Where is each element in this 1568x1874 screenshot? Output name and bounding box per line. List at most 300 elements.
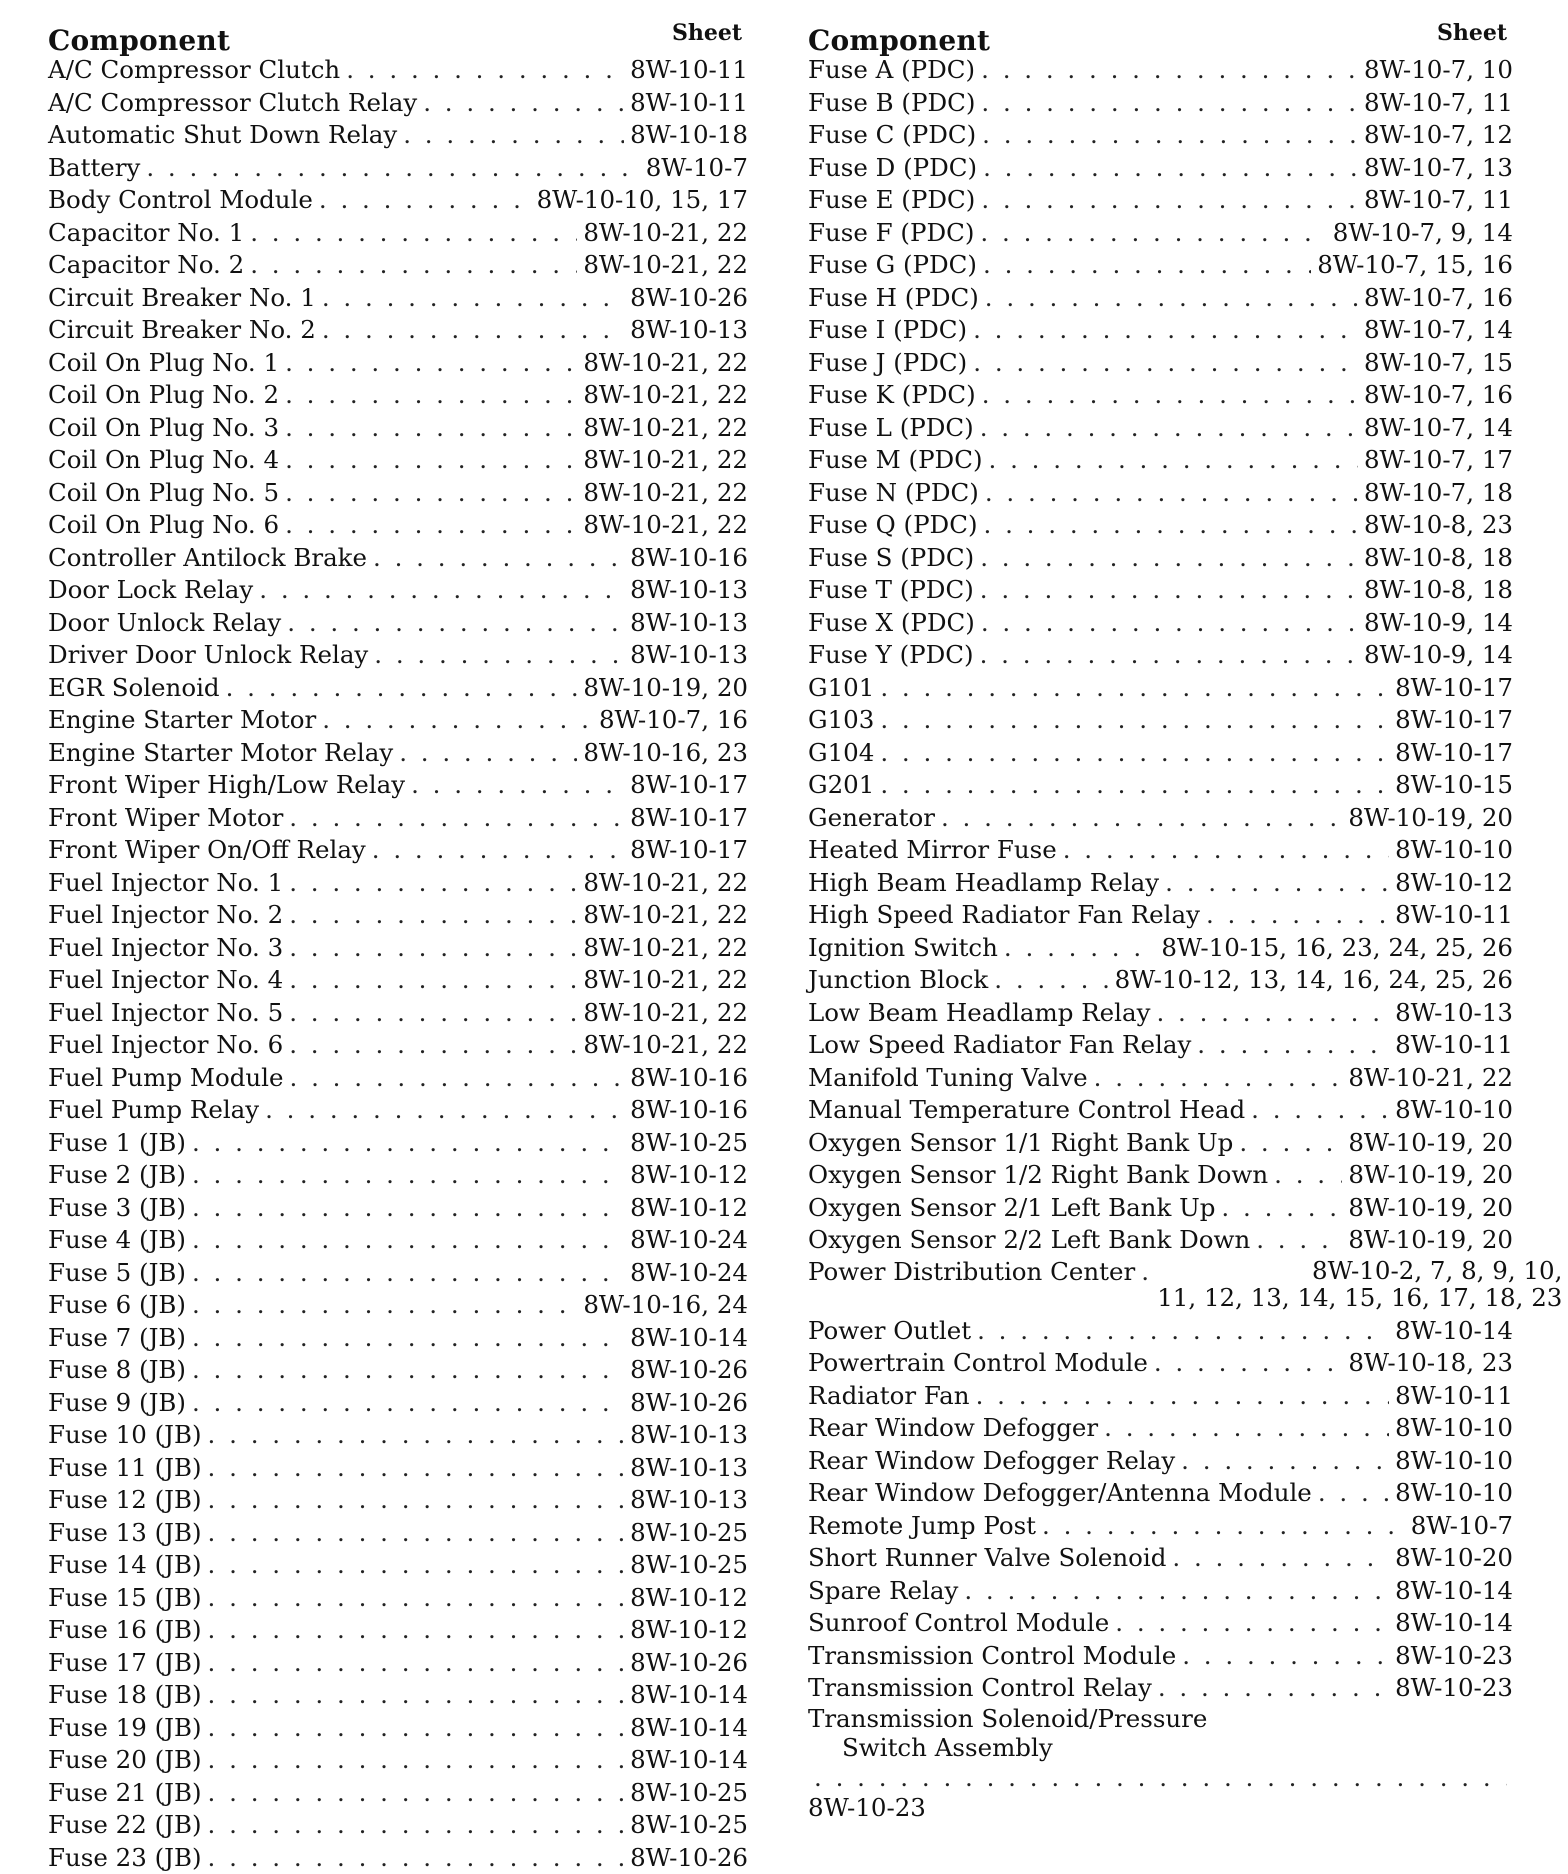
sheet-reference: 8W-10-23 (1395, 1640, 1513, 1673)
sheet-heading: Sheet (1437, 20, 1507, 46)
sheet-reference: 8W-10-21, 22 (583, 867, 748, 900)
sheet-reference: 8W-10-13 (1395, 997, 1513, 1030)
component-entry (48, 1192, 748, 1225)
dot-leader (989, 444, 1358, 477)
sheet-reference: 8W-10-9, 14 (1364, 607, 1513, 640)
component-entry (48, 444, 748, 477)
component-name: Transmission Control Module (808, 1640, 1176, 1673)
sheet-reference: 8W-10-25 (630, 1549, 748, 1582)
sheet-reference: 8W-10-7 (646, 152, 748, 185)
component-entry (808, 639, 1513, 672)
component-name: Fuel Injector No. 2 (48, 899, 283, 932)
component-name: Front Wiper Motor (48, 802, 283, 835)
component-name: Fuse 12 (JB) (48, 1484, 202, 1517)
component-name: Coil On Plug No. 5 (48, 477, 279, 510)
sheet-reference: 8W-10-20 (1395, 1542, 1513, 1575)
component-name: Fuse S (PDC) (808, 542, 974, 575)
dot-leader (982, 379, 1358, 412)
component-entry (48, 737, 748, 770)
component-name: Fuel Pump Module (48, 1062, 284, 1095)
component-entry (48, 997, 748, 1030)
dot-leader (322, 314, 624, 347)
component-entry (808, 834, 1513, 867)
dot-leader (403, 119, 624, 152)
dot-leader (289, 964, 577, 997)
component-entry (808, 899, 1513, 932)
dot-leader (1318, 1477, 1389, 1510)
sheet-reference: 8W-10-21, 22 (583, 347, 748, 380)
dot-leader (290, 1062, 625, 1095)
component-name: Oxygen Sensor 2/2 Left Bank Down (808, 1224, 1250, 1257)
component-entry (808, 509, 1513, 542)
component-entry (808, 152, 1513, 185)
sheet-reference: 8W-10-26 (630, 1387, 748, 1420)
sheet-reference: 8W-10-13 (630, 1419, 748, 1452)
component-entry (808, 412, 1513, 445)
component-name: Fuse E (PDC) (808, 184, 975, 217)
right-column (808, 18, 1513, 1763)
component-entry (48, 1744, 748, 1777)
component-name: Fuse 7 (JB) (48, 1322, 186, 1355)
dot-leader (814, 1763, 1507, 1793)
component-name: Fuse 6 (JB) (48, 1289, 186, 1322)
sheet-reference: 8W-10-18, 23 (1348, 1347, 1513, 1380)
component-entry (808, 1640, 1513, 1673)
component-name: Transmission Solenoid/Pressure (808, 1705, 1513, 1733)
dot-leader (1172, 1542, 1389, 1575)
sheet-reference: 8W-10-26 (630, 282, 748, 315)
dot-leader (976, 1380, 1390, 1413)
component-entry (808, 964, 1513, 997)
dot-leader (285, 379, 577, 412)
dot-leader (372, 834, 624, 867)
dot-leader (322, 704, 593, 737)
component-entry (808, 1062, 1513, 1095)
component-name: Powertrain Control Module (808, 1347, 1148, 1380)
dot-leader (289, 932, 577, 965)
dot-leader (285, 509, 577, 542)
sheet-reference: 8W-10-12, 13, 14, 16, 24, 25, 26 (1115, 964, 1513, 997)
component-entry (48, 1127, 748, 1160)
sheet-reference: 8W-10-7, 11 (1364, 87, 1513, 120)
sheet-reference: 8W-10-17 (630, 769, 748, 802)
sheet-reference: 8W-10-21, 22 (583, 444, 748, 477)
sheet-reference: 8W-10-17 (1395, 704, 1513, 737)
dot-leader (980, 217, 1326, 250)
component-entry (48, 1159, 748, 1192)
sheet-reference: 8W-10-25 (630, 1777, 748, 1810)
dot-leader (1154, 1347, 1343, 1380)
component-entry (808, 87, 1513, 120)
component-name: Fuse 21 (JB) (48, 1777, 202, 1810)
dot-leader (1181, 1445, 1389, 1478)
component-name: Fuse 3 (JB) (48, 1192, 186, 1225)
component-entry (808, 802, 1513, 835)
dot-leader (980, 542, 1358, 575)
component-name: Fuel Injector No. 5 (48, 997, 283, 1030)
sheet-reference: 8W-10-24 (630, 1224, 748, 1257)
component-name: Fuse 8 (JB) (48, 1354, 186, 1387)
sheet-reference: 8W-10-12 (630, 1582, 748, 1615)
sheet-reference: 8W-10-8, 23 (1364, 509, 1513, 542)
dot-leader (192, 1159, 624, 1192)
component-name: Short Runner Valve Solenoid (808, 1542, 1166, 1575)
component-entry (48, 1419, 748, 1452)
component-name: Coil On Plug No. 3 (48, 412, 279, 445)
component-entry (808, 314, 1513, 347)
dot-leader (208, 1517, 625, 1550)
left-column-header (48, 20, 748, 54)
component-entry (48, 1257, 748, 1290)
dot-leader (250, 217, 577, 250)
component-name: Oxygen Sensor 2/1 Left Bank Up (808, 1192, 1215, 1225)
dot-leader (208, 1712, 625, 1745)
dot-leader (1104, 1412, 1389, 1445)
component-name: Sunroof Control Module (808, 1607, 1109, 1640)
component-entry (808, 1705, 1513, 1763)
sheet-reference: 8W-10-21, 22 (583, 932, 748, 965)
component-name: Body Control Module (48, 184, 313, 217)
component-name: Remote Jump Post (808, 1510, 1036, 1543)
component-entry (808, 1224, 1513, 1257)
component-name: Fuse T (PDC) (808, 574, 974, 607)
dot-leader (880, 769, 1389, 802)
sheet-reference: 8W-10-7, 11 (1364, 184, 1513, 217)
component-entry (808, 1672, 1513, 1705)
dot-leader (1197, 1029, 1389, 1062)
dot-leader (973, 347, 1358, 380)
component-entry (48, 249, 748, 282)
sheet-reference: 8W-10-7, 14 (1364, 412, 1513, 445)
component-name: Controller Antilock Brake (48, 542, 367, 575)
component-entry (808, 444, 1513, 477)
component-name: Circuit Breaker No. 2 (48, 314, 316, 347)
component-entry (808, 1607, 1513, 1640)
component-name: Fuse 16 (JB) (48, 1614, 202, 1647)
component-name: Radiator Fan (808, 1380, 970, 1413)
sheet-reference: 8W-10-10, 15, 17 (537, 184, 748, 217)
component-name: G101 (808, 672, 874, 705)
dot-leader (192, 1224, 624, 1257)
dot-leader (980, 574, 1358, 607)
component-name: Fuse A (PDC) (808, 54, 975, 87)
sheet-reference: 8W-10-24 (630, 1257, 748, 1290)
sheet-reference: 8W-10-19, 20 (1348, 1192, 1513, 1225)
sheet-reference: 8W-10-11 (630, 87, 748, 120)
dot-leader (983, 249, 1311, 282)
sheet-reference: 8W-10-11 (1395, 1029, 1513, 1062)
component-name: Fuse 10 (JB) (48, 1419, 202, 1452)
component-entry (808, 477, 1513, 510)
dot-leader (423, 87, 624, 120)
dot-leader (399, 737, 577, 770)
sheet-reference: 8W-10-23 (1395, 1672, 1513, 1705)
sheet-reference: 8W-10-21, 22 (583, 477, 748, 510)
component-name: Fuse L (PDC) (808, 412, 974, 445)
component-name: Fuse 19 (JB) (48, 1712, 202, 1745)
dot-leader (287, 607, 624, 640)
component-name: Transmission Control Relay (808, 1672, 1152, 1705)
component-entry (48, 1452, 748, 1485)
dot-leader (192, 1387, 624, 1420)
dot-leader (973, 314, 1358, 347)
sheet-reference: 8W-10-17 (1395, 672, 1513, 705)
dot-leader (941, 802, 1342, 835)
component-entry (808, 1542, 1513, 1575)
component-name: Junction Block (808, 964, 988, 997)
dot-leader (1239, 1127, 1342, 1160)
dot-leader (208, 1419, 625, 1452)
dot-leader (994, 964, 1108, 997)
sheet-reference: 8W-10-26 (630, 1842, 748, 1874)
component-name: Fuse 23 (JB) (48, 1842, 202, 1874)
component-entry (48, 87, 748, 120)
component-entry (48, 899, 748, 932)
component-entry (48, 1029, 748, 1062)
dot-leader (259, 574, 624, 607)
component-entry (48, 152, 748, 185)
component-entry (48, 1354, 748, 1387)
component-entry (48, 1679, 748, 1712)
sheet-reference: 8W-10-25 (630, 1809, 748, 1842)
component-name: Fuse M (PDC) (808, 444, 983, 477)
component-entry (48, 314, 748, 347)
component-entry (48, 54, 748, 87)
sheet-reference: 8W-10-14 (630, 1744, 748, 1777)
component-name: Fuse 13 (JB) (48, 1517, 202, 1550)
sheet-reference: 8W-10-21, 22 (583, 217, 748, 250)
component-entry (48, 379, 748, 412)
component-name: A/C Compressor Clutch (48, 54, 340, 87)
component-entry (48, 1484, 748, 1517)
dot-leader (192, 1127, 624, 1160)
sheet-reference: 8W-10-23 (808, 1793, 926, 1823)
dot-leader (1165, 867, 1389, 900)
component-name: Fuse F (PDC) (808, 217, 974, 250)
dot-leader (289, 997, 577, 1030)
component-entry (48, 1614, 748, 1647)
dot-leader (373, 542, 624, 575)
dot-leader (981, 184, 1358, 217)
sheet-reference: 8W-10-13 (630, 639, 748, 672)
sheet-reference: 8W-10-18 (630, 119, 748, 152)
dot-leader (1063, 834, 1389, 867)
component-name: Circuit Breaker No. 1 (48, 282, 316, 315)
component-entry (48, 1387, 748, 1420)
sheet-reference: 8W-10-10 (1395, 1412, 1513, 1445)
dot-leader (208, 1452, 625, 1485)
component-name: G104 (808, 737, 874, 770)
dot-leader (981, 87, 1358, 120)
dot-leader (208, 1614, 625, 1647)
sheet-reference: 8W-10-10 (1395, 834, 1513, 867)
component-name: Fuse Y (PDC) (808, 639, 974, 672)
component-entry (808, 1575, 1513, 1608)
component-name: Fuse I (PDC) (808, 314, 967, 347)
dot-leader (208, 1582, 625, 1615)
sheet-reference: 8W-10-16, 24 (583, 1289, 748, 1322)
sheet-reference: 8W-10-21, 22 (583, 412, 748, 445)
component-name: Fuse 15 (JB) (48, 1582, 202, 1615)
sheet-reference: 8W-10-12 (630, 1192, 748, 1225)
dot-leader (880, 704, 1389, 737)
sheet-reference: 8W-10-21, 22 (583, 249, 748, 282)
component-name: Fuse 5 (JB) (48, 1257, 186, 1290)
component-name: Manual Temperature Control Head (808, 1094, 1245, 1127)
dot-leader (226, 672, 578, 705)
component-heading: Component (48, 24, 230, 57)
sheet-reference: 8W-10-21, 22 (583, 509, 748, 542)
dot-leader (322, 282, 624, 315)
dot-leader (374, 639, 624, 672)
sheet-reference: 8W-10-16, 23 (583, 737, 748, 770)
dot-leader (208, 1809, 625, 1842)
component-entry (48, 1517, 748, 1550)
dot-leader (208, 1484, 625, 1517)
sheet-reference: 8W-10-17 (630, 802, 748, 835)
dot-leader (1182, 1640, 1389, 1673)
component-entry (808, 997, 1513, 1030)
sheet-reference: 8W-10-19, 20 (583, 672, 748, 705)
component-name: Heated Mirror Fuse (808, 834, 1057, 867)
component-entry (808, 184, 1513, 217)
component-entry (808, 1347, 1513, 1380)
dot-leader (192, 1257, 624, 1290)
sheet-reference: 8W-10-14 (630, 1322, 748, 1355)
component-name: Manifold Tuning Valve (808, 1062, 1088, 1095)
dot-leader (192, 1322, 624, 1355)
component-name: Driver Door Unlock Relay (48, 639, 368, 672)
sheet-reference: 8W-10-21, 22 (583, 997, 748, 1030)
component-entry (48, 217, 748, 250)
component-name: Rear Window Defogger (808, 1412, 1098, 1445)
left-component-list (48, 54, 748, 1874)
sheet-reference: 8W-10-14 (1395, 1607, 1513, 1640)
sheet-reference: 8W-10-13 (630, 1484, 748, 1517)
component-entry (48, 347, 748, 380)
component-name: Low Speed Radiator Fan Relay (808, 1029, 1191, 1062)
dot-leader (208, 1549, 625, 1582)
component-name: Fuse 4 (JB) (48, 1224, 186, 1257)
component-entry (808, 347, 1513, 380)
sheet-reference (1157, 1257, 1562, 1311)
component-name: Fuel Pump Relay (48, 1094, 259, 1127)
component-name: Fuse D (PDC) (808, 152, 977, 185)
dot-leader (980, 412, 1358, 445)
sheet-reference: 8W-10-10 (1395, 1445, 1513, 1478)
dot-leader (1004, 932, 1155, 965)
dot-leader (285, 412, 577, 445)
component-name: Fuse B (PDC) (808, 87, 975, 120)
dot-leader (208, 1744, 625, 1777)
dot-leader (319, 184, 531, 217)
sheet-reference: 8W-10-14 (630, 1679, 748, 1712)
component-name: Coil On Plug No. 4 (48, 444, 279, 477)
dot-leader (346, 54, 624, 87)
dot-leader (1094, 1062, 1343, 1095)
dot-leader (411, 769, 624, 802)
sheet-reference: 8W-10-21, 22 (583, 1029, 748, 1062)
dot-leader (289, 1029, 577, 1062)
sheet-reference: 8W-10-7, 16 (599, 704, 748, 737)
component-entry (48, 574, 748, 607)
sheet-reference: 8W-10-13 (630, 1452, 748, 1485)
dot-leader (208, 1679, 625, 1712)
sheet-reference-line: 11, 12, 13, 14, 15, 16, 17, 18, 23 (1157, 1284, 1562, 1311)
sheet-reference: 8W-10-9, 14 (1364, 639, 1513, 672)
sheet-reference: 8W-10-15, 16, 23, 24, 25, 26 (1161, 932, 1513, 965)
dot-leader (1156, 997, 1389, 1030)
component-name-continued: Switch Assembly (808, 1733, 1053, 1763)
sheet-reference: 8W-10-11 (630, 54, 748, 87)
sheet-reference: 8W-10-17 (1395, 737, 1513, 770)
component-name: Fuel Injector No. 1 (48, 867, 283, 900)
component-name: G201 (808, 769, 874, 802)
dot-leader (1206, 899, 1389, 932)
component-name: Front Wiper High/Low Relay (48, 769, 405, 802)
component-name: Fuse 18 (JB) (48, 1679, 202, 1712)
component-name: Fuse N (PDC) (808, 477, 979, 510)
component-entry (48, 1777, 748, 1810)
component-name: Automatic Shut Down Relay (48, 119, 397, 152)
dot-leader (192, 1192, 624, 1225)
component-entry (48, 1224, 748, 1257)
sheet-reference: 8W-10-13 (630, 574, 748, 607)
component-name: A/C Compressor Clutch Relay (48, 87, 417, 120)
sheet-reference: 8W-10-21, 22 (583, 379, 748, 412)
component-entry (48, 542, 748, 575)
component-entry (808, 737, 1513, 770)
sheet-reference: 8W-10-12 (630, 1159, 748, 1192)
dot-leader (208, 1647, 625, 1680)
component-entry (48, 119, 748, 152)
component-entry (48, 1582, 748, 1615)
component-entry (48, 1322, 748, 1355)
sheet-reference: 8W-10-7, 14 (1364, 314, 1513, 347)
component-name: Engine Starter Motor (48, 704, 316, 737)
left-column (48, 18, 748, 1874)
sheet-reference: 8W-10-21, 22 (583, 899, 748, 932)
dot-leader (964, 1575, 1389, 1608)
component-name: Fuel Injector No. 6 (48, 1029, 283, 1062)
component-entry (808, 1445, 1513, 1478)
dot-leader (192, 1354, 624, 1387)
component-entry (48, 704, 748, 737)
dot-leader (1221, 1192, 1342, 1225)
dot-leader (208, 1842, 625, 1874)
component-entry (808, 1380, 1513, 1413)
sheet-reference: 8W-10-14 (1395, 1575, 1513, 1608)
component-entry (48, 1712, 748, 1745)
component-name: Fuse G (PDC) (808, 249, 977, 282)
sheet-reference: 8W-10-7, 18 (1364, 477, 1513, 510)
sheet-reference: 8W-10-16 (630, 1094, 748, 1127)
component-entry (48, 412, 748, 445)
component-entry (48, 932, 748, 965)
sheet-reference: 8W-10-16 (630, 1062, 748, 1095)
sheet-reference: 8W-10-11 (1395, 899, 1513, 932)
dot-leader (250, 249, 577, 282)
component-name: Capacitor No. 2 (48, 249, 244, 282)
sheet-reference: 8W-10-10 (1395, 1477, 1513, 1510)
component-name: Door Lock Relay (48, 574, 253, 607)
sheet-reference: 8W-10-7, 12 (1364, 119, 1513, 152)
dot-leader (985, 282, 1358, 315)
component-entry (48, 769, 748, 802)
component-entry (48, 607, 748, 640)
component-entry (48, 1647, 748, 1680)
component-name: Fuel Injector No. 4 (48, 964, 283, 997)
